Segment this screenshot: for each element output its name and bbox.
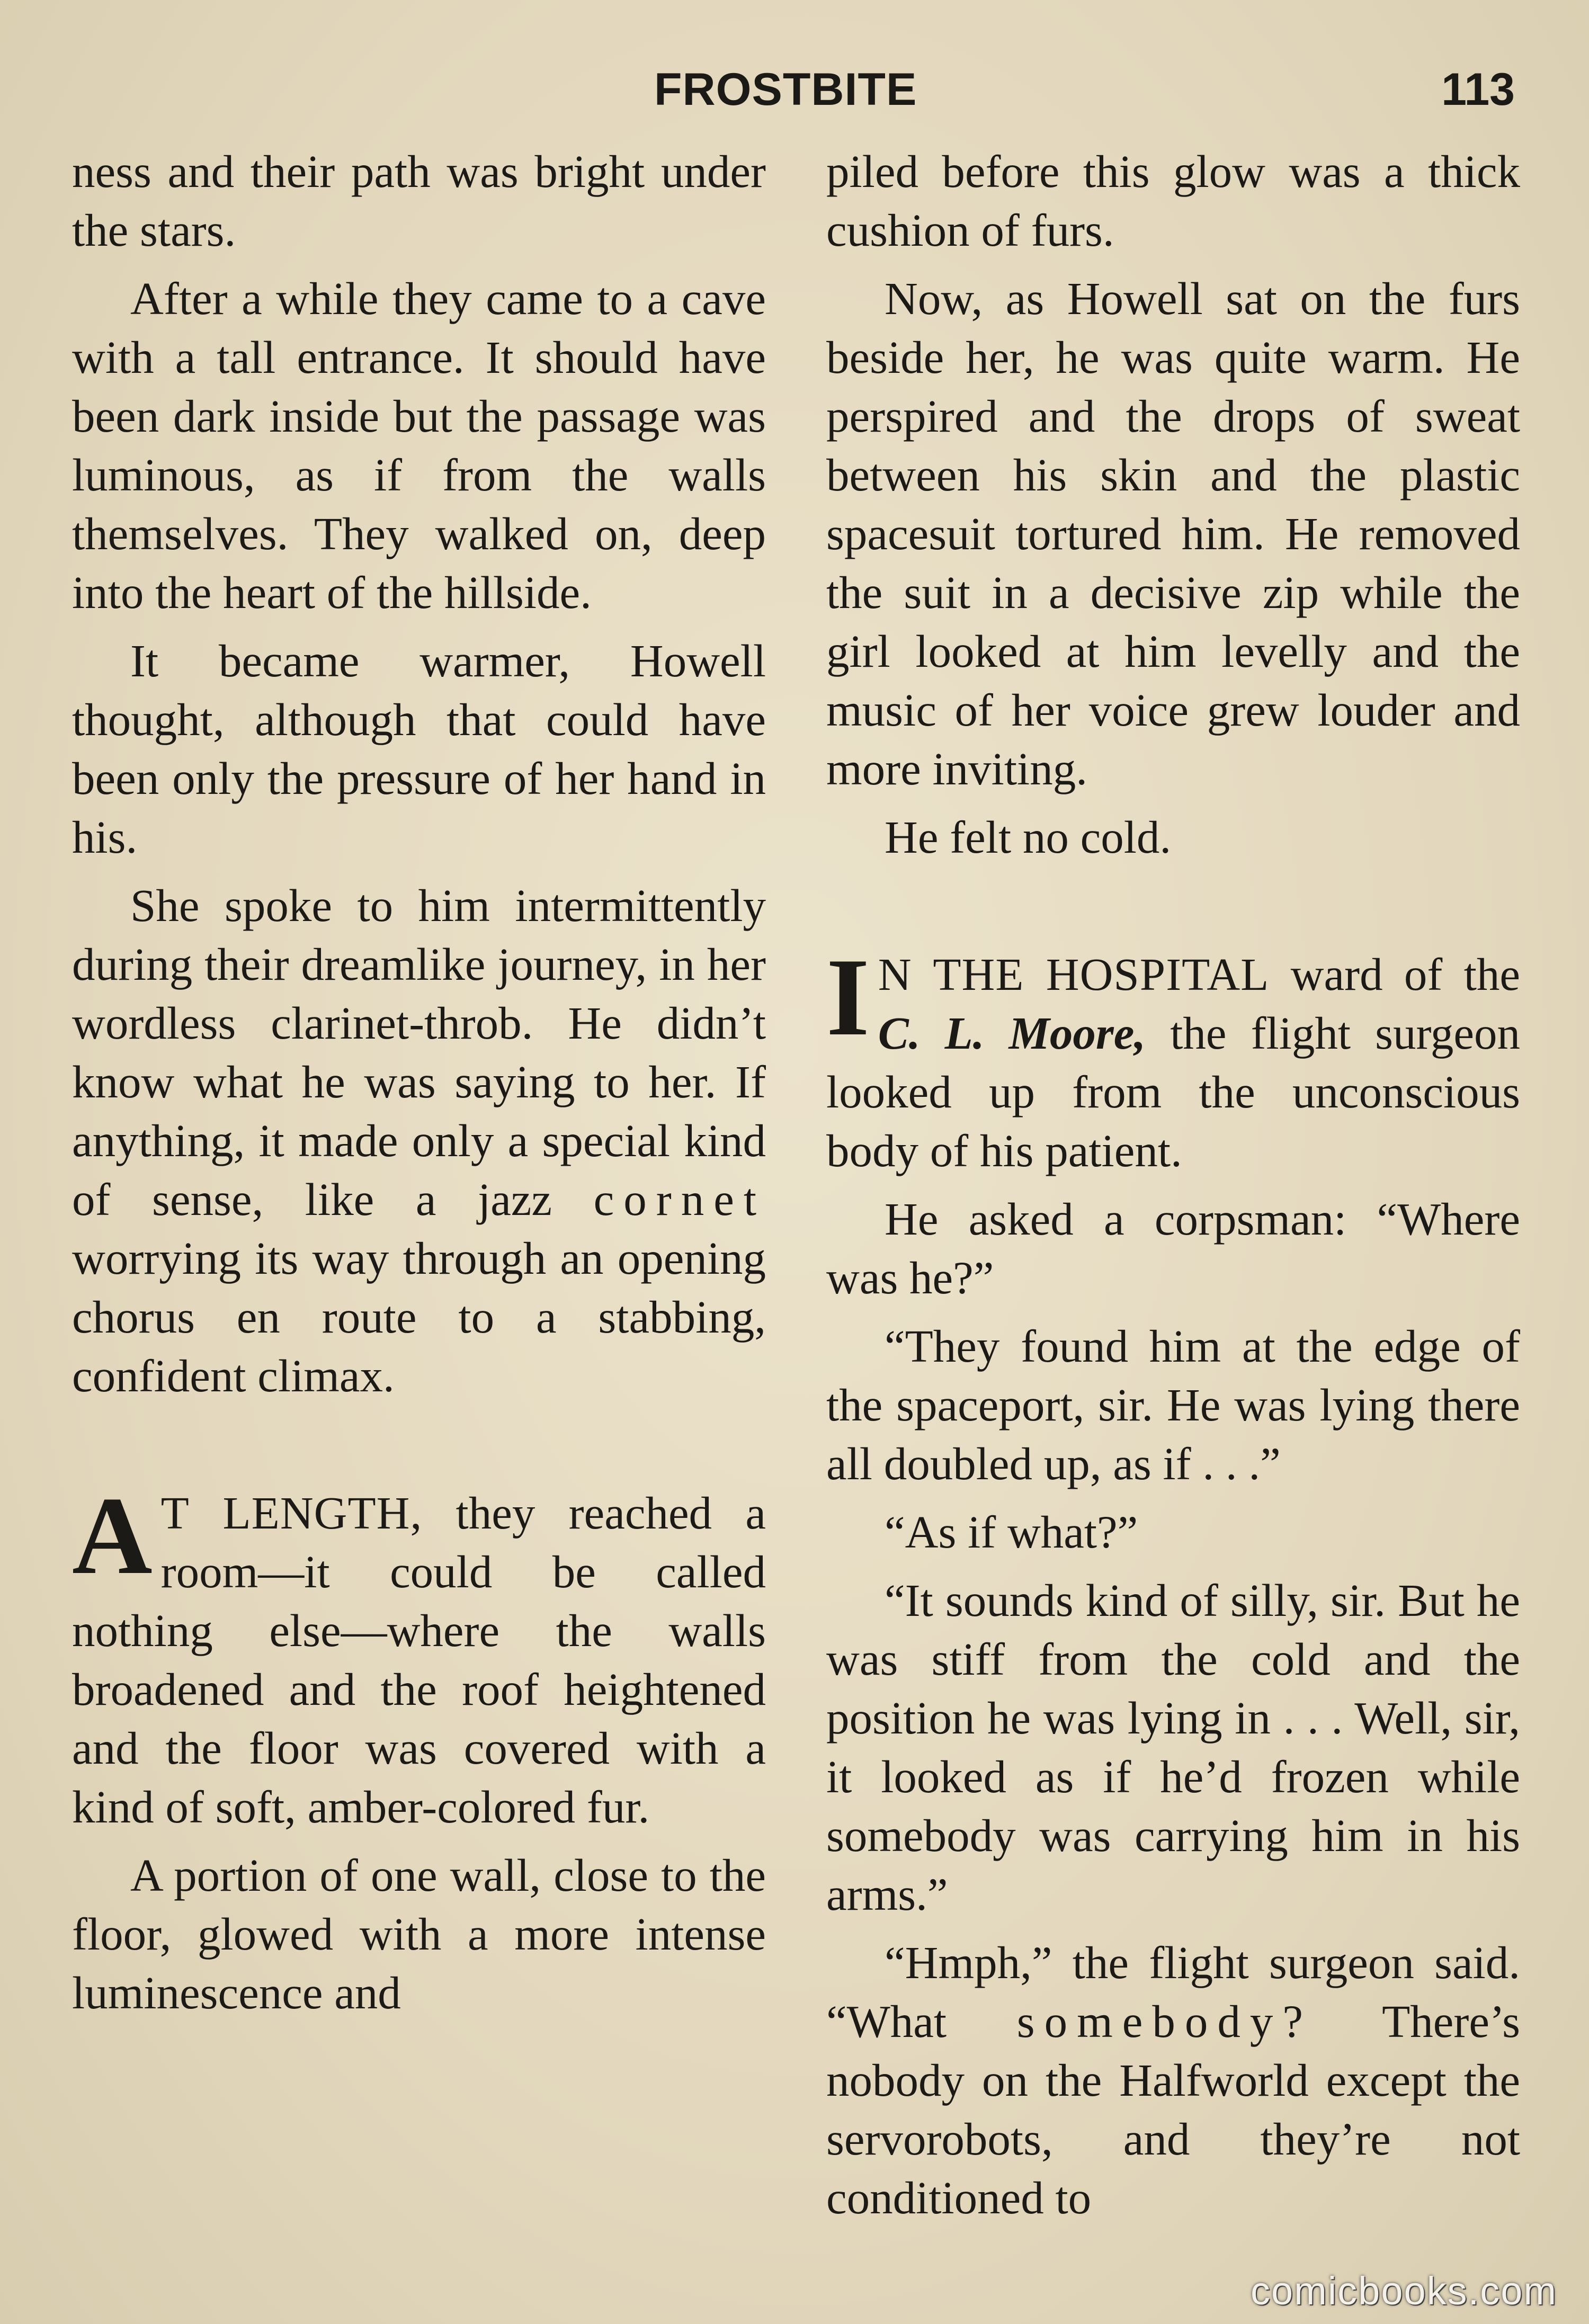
paragraph [826, 1933, 1520, 2227]
paragraph: “It sounds kind of silly, sir. But he was stiff from the cold and the position he was lying in . . . Well, sir, it looked as if he’d frozen while somebody was carrying him in his arms.” [826, 1575, 1520, 1920]
paragraph-text: There’s nobody on the Halfworld except the servorobots, and they’re not conditioned to [826, 1996, 1520, 2223]
small-caps-lead: T LENGTH, [160, 1487, 423, 1539]
paragraph-text: “Hmph,” the flight surgeon said. “What [826, 1937, 1520, 2047]
paragraph: A portion of one wall, close to the floor, glowed with a more intense luminescence and [72, 1849, 766, 2018]
paragraph: “They found him at the edge of the spaceport, sir. He was lying there all doubled up, as if . . .” [826, 1320, 1520, 1489]
paragraph: After a while they came to a cave with a tall entrance. It should have been dark inside but the passage was luminous, as if from the walls themselves. They walked on, deep into the heart of the hillside. [72, 273, 766, 618]
watermark: comicbooks.com [1250, 2269, 1557, 2313]
paragraph-text: worrying its way through an opening chorus en route to a stabbing, confident climax. [72, 1232, 766, 1401]
small-caps-lead: N THE HOSPITAL [878, 949, 1270, 1000]
paragraph-text: She spoke to him intermittently during their dreamlike journey, in her wordless clarinet-throb. He didn’t know what he was saying to her. If anything, it made only a special kind of sense, like a jazz [72, 880, 766, 1225]
left-column [72, 142, 766, 2032]
paragraph [72, 876, 766, 1405]
section-opening-paragraph [826, 936, 1521, 1180]
section-opening-paragraph [72, 1474, 766, 1836]
running-title: FROSTBITE [654, 64, 917, 115]
paragraph-text: ward of the [1290, 949, 1521, 1000]
paragraph: piled before this glow was a thick cushion of furs. [826, 146, 1520, 256]
spaced-word: cornet [593, 1174, 766, 1225]
paragraph-text: they reached a room—it could be called nothing else—where the walls broadened and the roof heightened and the floor was covered with a kind of soft, amber-colored fur. [72, 1487, 766, 1833]
section-break [72, 1415, 766, 1483]
ship-name: C. L. Moore, [878, 1007, 1146, 1059]
paragraph-text: the flight surgeon looked up from the unconscious body of his patient. [826, 1007, 1521, 1176]
paragraph: He asked a corpsman: “Where was he?” [826, 1193, 1520, 1303]
paragraph: ness and their path was bright under the stars. [72, 146, 766, 256]
spaced-word: somebody? [1016, 1996, 1313, 2047]
running-head [0, 64, 1589, 122]
section-break [826, 876, 1520, 945]
paragraph: “As if what?” [885, 1506, 1138, 1558]
page-number: 113 [1441, 64, 1515, 115]
paragraph: He felt no cold. [885, 811, 1172, 863]
drop-cap: A [72, 1474, 153, 1597]
right-column [826, 142, 1520, 2237]
drop-cap: I [826, 936, 870, 1059]
paragraph: Now, as Howell sat on the furs beside her, he was quite warm. He perspired and the drops of sweat between his skin and the plastic spacesuit tortured him. He removed the suit in a decisive zip while the girl looked at him levelly and the music of her voice grew louder and more inviting. [826, 273, 1520, 794]
paragraph: It became warmer, Howell thought, although that could have been only the pressure of her hand in his. [72, 635, 766, 863]
